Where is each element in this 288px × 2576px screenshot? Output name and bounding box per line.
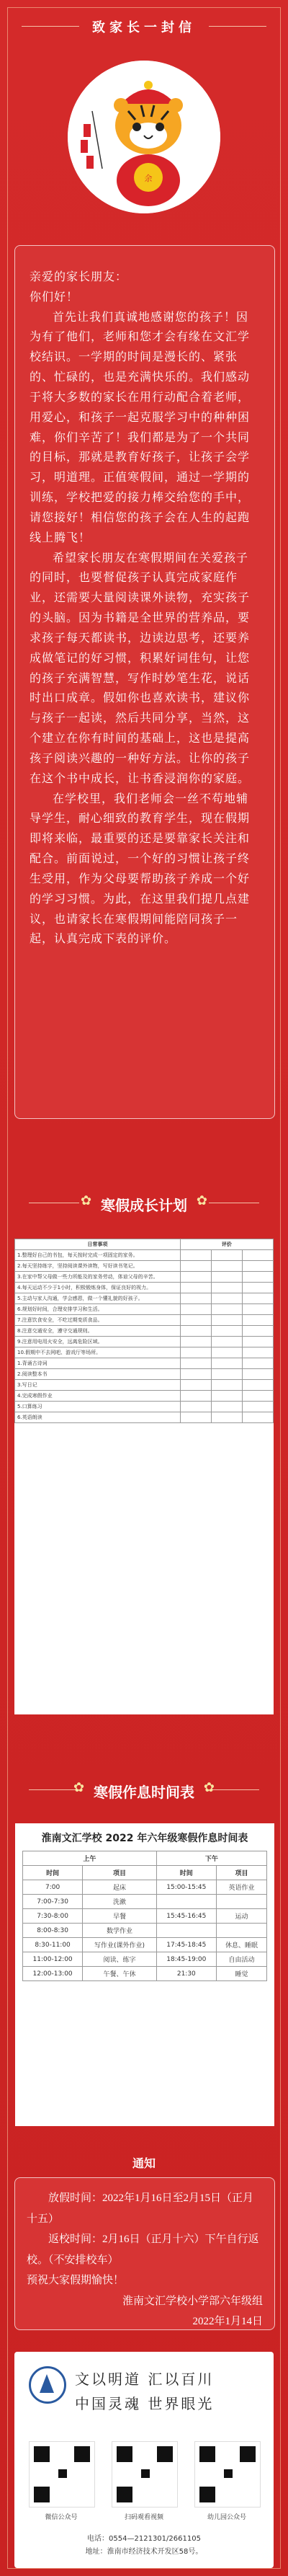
table-cell: 英语作业 — [216, 1880, 266, 1895]
qr-label: 扫码观看视频 — [124, 2514, 163, 2521]
table-row — [15, 1293, 274, 1304]
flower-icon: ✿ — [81, 1193, 92, 1208]
table-cell: 8.注意交通安全，遵守交通规则。 — [15, 1326, 181, 1337]
table-cell: 18:45-19:00 — [156, 1952, 216, 1967]
table-cell: 17:45-18:45 — [156, 1938, 216, 1952]
table-row — [23, 1952, 267, 1967]
qr-label: 幼儿园公众号 — [207, 2514, 246, 2521]
plan-header-left: 日常事项 — [15, 1239, 181, 1250]
table-row — [15, 1326, 274, 1337]
table-row — [15, 1412, 274, 1423]
notice-holiday: 放假时间：2022年1月16日至2月15日（正月十五） — [27, 2192, 254, 2225]
table-row — [15, 1391, 274, 1402]
table-row — [23, 1909, 267, 1924]
table-cell: 数学作业 — [83, 1924, 157, 1938]
col-header: 时间 — [156, 1866, 216, 1880]
notice-wish: 预祝大家假期愉快！ — [27, 2275, 125, 2286]
table-cell: 自由活动 — [216, 1952, 266, 1967]
table-cell: 睡觉 — [216, 1967, 266, 1981]
flower-icon: ✿ — [73, 1780, 85, 1794]
motto-line-1: 文以明道 汇以百川 — [75, 2371, 215, 2388]
table-cell: 8:30-11:00 — [23, 1938, 83, 1952]
table-cell: 阅读、练字 — [83, 1952, 157, 1967]
table-row — [15, 1315, 274, 1326]
table-cell: 12:00-13:00 — [23, 1967, 83, 1981]
table-cell: 15:45-16:45 — [156, 1909, 216, 1924]
col-header: 项目 — [83, 1866, 157, 1880]
table-cell: 早餐 — [83, 1909, 157, 1924]
flower-icon: ✿ — [203, 1780, 215, 1794]
table-row — [15, 1283, 274, 1293]
flower-icon: ✿ — [196, 1193, 207, 1208]
table-row — [15, 1402, 274, 1412]
page-title: 致家长一封信 — [92, 20, 196, 35]
schedule-pm-header: 下午 — [156, 1851, 266, 1866]
table-row — [23, 1895, 267, 1909]
table-cell: 6.英语朗读 — [15, 1412, 181, 1423]
table-cell: 10.假期中不去网吧、游戏厅等场所。 — [15, 1347, 181, 1358]
notice-signature: 淮南文汇学校小学部六年级组 — [122, 2295, 263, 2307]
table-row — [15, 1369, 274, 1380]
table-cell — [216, 1924, 266, 1938]
table-cell: 休息、睡眠 — [216, 1938, 266, 1952]
col-header: 项目 — [216, 1866, 266, 1880]
table-cell: 写作业(课外作业) — [83, 1938, 157, 1952]
svg-text:余: 余 — [144, 174, 153, 183]
letter-card — [14, 245, 275, 1119]
table-cell: 3.在家中帮父母做一些力所能及的家务劳动，体谅父母的辛苦。 — [15, 1272, 181, 1283]
table-cell: 洗漱 — [83, 1895, 157, 1909]
table-cell: 7.注意饮食安全，不吃过期变质食品。 — [15, 1315, 181, 1326]
table-row — [15, 1250, 274, 1261]
qr-label: 微信公众号 — [45, 2514, 78, 2521]
table-cell: 7:00-7:30 — [23, 1895, 83, 1909]
table-cell: 起床 — [83, 1880, 157, 1895]
letter-paragraph: 在学校里，我们老师会一丝不苟地辅导学生，耐心细致的教育学生，现在假期即将来临，最重要的还是要靠家长关注和配合。前面说过，一个好的习惯让孩子终生受用，作为父母要帮助孩子养成一个好的学习习惯。为此，在这里我们提几点建议，也请家长在寒假期间能陪同孩子一起，认真完成下表的评价。 — [30, 792, 251, 946]
table-cell: 21:30 — [156, 1967, 216, 1981]
letter-paragraph: 首先让我们真诚地感谢您的孩子！因为有了他们，老师和您才会有缘在文汇学校结识。一学期的时间是漫长的、紧张的、忙碌的，也是充满快乐的。我们感动于将大多数的家长在用行动配合着老师，用爱心，和孩子一起克服学习中的种种困难，你们辛苦了！我们都是为了一个共同的目标，那就是教育好孩子，让孩子会学习，明道理。正值寒假间，通过一学期的训练，学校把爱的接力棒交给您的手中，请您接好！相信您的孩子会在人生的起跑线上腾飞！ — [30, 311, 251, 544]
letter-greeting: 亲爱的家长朋友： — [30, 271, 128, 283]
qr-code[interactable] — [29, 2441, 95, 2508]
notice-return: 返校时间：2月16日（正月十六）下午自行返校。（不安排校车） — [27, 2234, 259, 2266]
contact-phone: 电话：0554—2121301/2661105 — [87, 2535, 201, 2543]
col-header: 时间 — [23, 1866, 83, 1880]
table-row — [15, 1380, 274, 1391]
qr-code[interactable] — [112, 2441, 178, 2508]
table-cell — [156, 1924, 216, 1938]
notice-date: 2022年1月14日 — [192, 2316, 263, 2327]
qr-code[interactable] — [194, 2441, 261, 2508]
letter-salutation: 你们好！ — [30, 291, 79, 304]
table-row — [15, 1347, 274, 1358]
table-row — [23, 1938, 267, 1952]
table-cell: 4.每天运动不少于1小时，积极锻炼身体，保证良好的视力。 — [15, 1283, 181, 1293]
notice-title: 通知 — [132, 2158, 156, 2170]
table-cell: 6.规划好时间，合理安排学习和生活。 — [15, 1304, 181, 1315]
motto-line-2: 中国灵魂 世界眼光 — [75, 2395, 215, 2412]
table-row — [15, 1261, 274, 1272]
table-cell: 7:30-8:00 — [23, 1909, 83, 1924]
table-cell: 运动 — [216, 1909, 266, 1924]
table-cell: 1.背诵古诗词 — [15, 1358, 181, 1369]
table-cell: 2.阅读整本书 — [15, 1369, 181, 1380]
notice-card — [14, 2177, 275, 2330]
table-cell: 3.写日记 — [15, 1380, 181, 1391]
schedule-title: 淮南文汇学校 2022 年六年级寒假作息时间表 — [41, 1833, 248, 1844]
table-cell: 4.完成寒假作业 — [15, 1391, 181, 1402]
table-row — [15, 1358, 274, 1369]
table-cell: 2.每天坚持练字，坚持阅读课外读物，写好读书笔记。 — [15, 1261, 181, 1272]
table-cell: 5.口算练习 — [15, 1402, 181, 1412]
table-row — [15, 1304, 274, 1315]
table-cell: 7:00 — [23, 1880, 83, 1895]
table-cell — [216, 1895, 266, 1909]
letter-paragraph: 希望家长朋友在寒假期间在关爱孩子的同时，也要督促孩子认真完成家庭作业，还需要大量阅读课外读物，充实孩子的头脑。因为书籍是全世界的营养品，要求孩子每天都读书，边读边思考，还要养成做笔记的好习惯，积累好词佳句，让您的孩子充满智慧，写作时妙笔生花，说话时出口成章。假如你也喜欢读书，建议你与孩子一起读，然后共同分享，当然，这个建立在你有时间的基础上，这也是提高孩子阅读兴趣的一种好方法。让你的孩子在这个书中成长，让书香浸润你的家庭。 — [30, 552, 251, 785]
table-cell: 1.整理好自己的书包，每天按时完成一项固定的家务。 — [15, 1250, 181, 1261]
table-cell: 11:00-12:00 — [23, 1952, 83, 1967]
table-cell: 9.注意用电用火安全，远离危险区域。 — [15, 1337, 181, 1347]
table-cell — [156, 1895, 216, 1909]
table-row — [23, 1967, 267, 1981]
table-row — [15, 1337, 274, 1347]
table-row — [23, 1924, 267, 1938]
table-cell: 15:00-15:45 — [156, 1880, 216, 1895]
table-row — [15, 1272, 274, 1283]
table-cell: 8:00-8:30 — [23, 1924, 83, 1938]
table-row — [23, 1880, 267, 1895]
plan-header-right: 评价 — [180, 1239, 273, 1250]
schedule-am-header: 上午 — [23, 1851, 157, 1866]
table-cell: 5.主动与家人沟通，学会感恩，做一个懂礼貌的好孩子。 — [15, 1293, 181, 1304]
tiger-icon — [68, 61, 220, 213]
tiger-illustration — [68, 61, 220, 213]
footer-card — [14, 2352, 274, 2568]
table-cell: 午餐、午休 — [83, 1967, 157, 1981]
plan-section-title: 寒假成长计划 — [101, 1198, 187, 1214]
growth-plan-table — [14, 1239, 274, 1714]
schedule-section-title: 寒假作息时间表 — [94, 1785, 194, 1801]
schedule-table — [14, 1823, 275, 2127]
school-logo — [29, 2366, 66, 2404]
contact-address: 地址：淮南市经济技术开发区58号。 — [85, 2548, 203, 2556]
